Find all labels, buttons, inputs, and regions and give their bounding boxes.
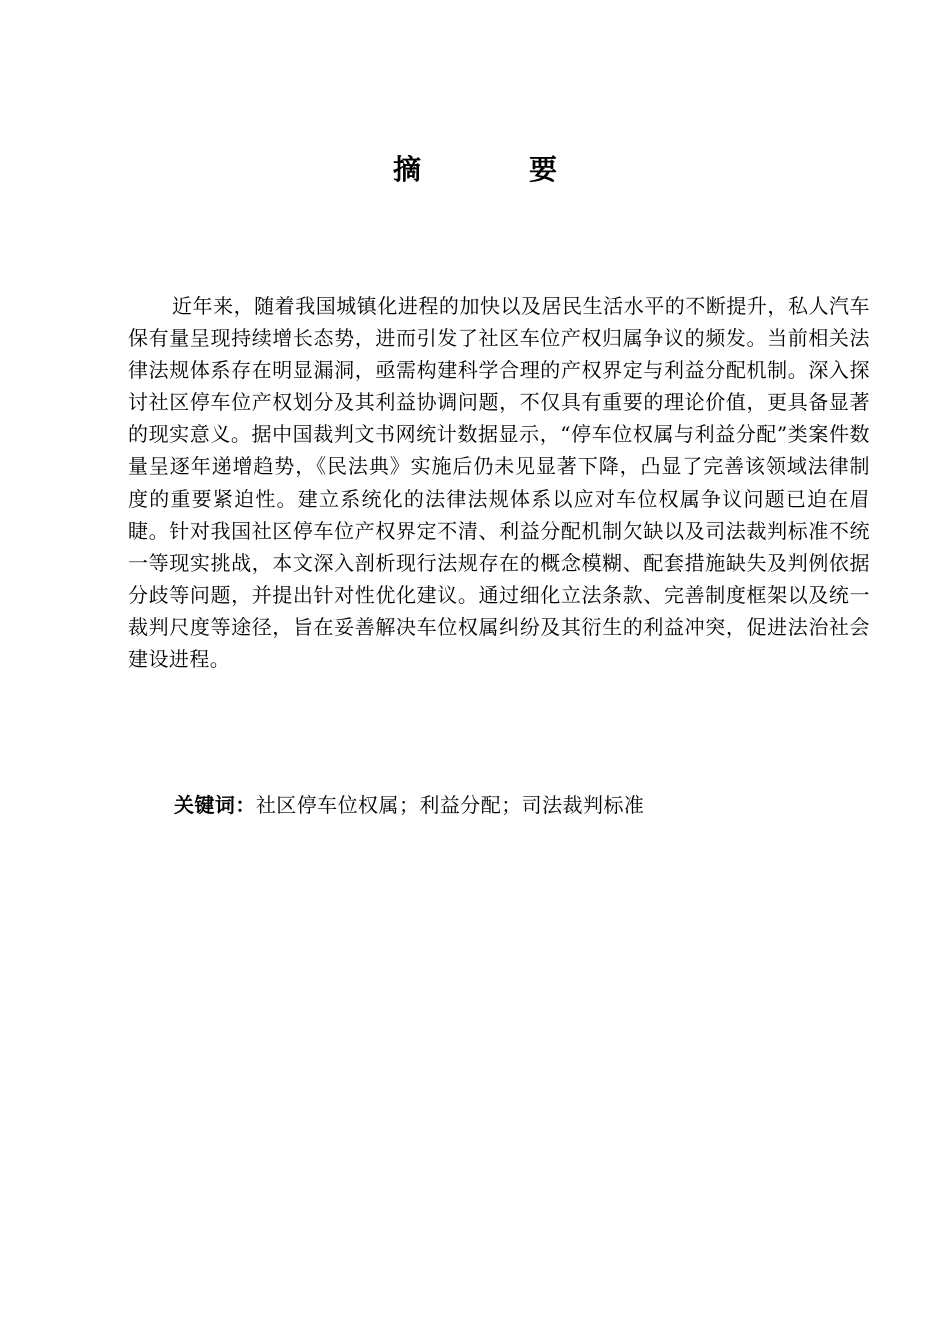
abstract-paragraph: 近年来，随着我国城镇化进程的加快以及居民生活水平的不断提升，私人汽车保有量呈现持续增长态势，进而引发了社区车位产权归属争议的频发。当前相关法律法规体系存在明显漏洞，亟需构建科学合理的产权界定与利益分配机制。深入探讨社区停车位产权划分及其利益协调问题，不仅具有重要的理论价值，更具备显著的现实意义。据中国裁判文书网统计数据显示，“停车位权属与利益分配”类案件数量呈逐年递增趋势，《民法典》实施后仍未见显著下降，凸显了完善该领域法律制度的重要紧迫性。建立系统化的法律法规体系以应对车位权属争议问题已迫在眉睫。针对我国社区停车位产权界定不清、利益分配机制欠缺以及司法裁判标准不统一等现实挑战，本文深入剖析现行法规存在的概念模糊、配套措施缺失及判例依据分歧等问题，并提出针对性优化建议。通过细化立法条款、完善制度框架以及统一裁判尺度等途径，旨在妥善解决车位权属纠纷及其衍生的利益冲突，促进法治社会建设进程。 — [128, 294, 870, 672]
keywords-text: 社区停车位权属；利益分配；司法裁判标准 — [255, 793, 645, 817]
keywords-line — [174, 789, 644, 821]
abstract-title: 摘 要 — [392, 153, 597, 186]
keywords-label: 关键词： — [174, 793, 256, 817]
